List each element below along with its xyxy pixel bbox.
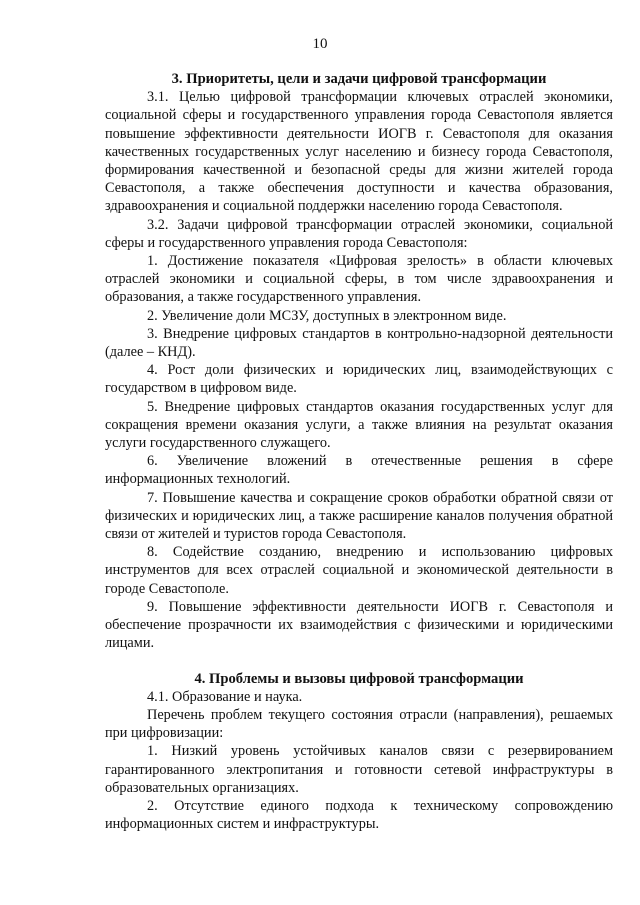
section-3-heading: 3. Приоритеты, цели и задачи цифровой трансформации bbox=[171, 71, 547, 87]
page-content bbox=[105, 60, 613, 833]
problem-item-1: 1. Низкий уровень устойчивых каналов связи с резервированием гарантированного электропитания и готовности сетевой инфраструктуры в образовательных организациях. bbox=[105, 743, 613, 796]
problem-item-2: 2. Отсутствие единого подхода к техническому сопровождению информационных систем и инфраструктуры. bbox=[105, 797, 613, 833]
paragraph-4-1: 4.1. Образование и наука. bbox=[147, 688, 303, 705]
task-item-6: 6. Увеличение вложений в отечественные решения в сфере информационных технологий. bbox=[105, 453, 613, 488]
task-item-4: 4. Рост доли физических и юридических лиц, взаимодействующих с государством в цифровом виде. bbox=[105, 362, 613, 397]
section-4-heading: 4. Проблемы и вызовы цифровой трансформации bbox=[194, 670, 524, 687]
task-item-1: 1. Достижение показателя «Цифровая зрелость» в области ключевых отраслей экономики и социальной сферы, в том числе здравоохранения и образования, а также государственного управления. bbox=[105, 253, 613, 306]
task-item-2: 2. Увеличение доли МСЗУ, доступных в электронном виде. bbox=[147, 307, 507, 324]
paragraph-3-1: 3.1. Целью цифровой трансформации ключевых отраслей экономики, социальной сферы и государственного управления города Севастополя является повышение эффективности деятельности ИОГВ г. Севастополя для оказания качественных государственных услуг населению и бизнесу города Севастополя, формирования качественной и безопасной среды для жизни жителей города Севастополя, а также обеспечения доступности и качества образования, здравоохранения и социальной поддержки населению города Севастополя. bbox=[105, 89, 613, 215]
task-item-7: 7. Повышение качества и сокращение сроков обработки обратной связи от физических и юридических лиц, а также расширение каналов получения обратной связи от жителей и туристов города Севастополя. bbox=[105, 489, 613, 543]
task-item-3: 3. Внедрение цифровых стандартов в контрольно-надзорной деятельности (далее – КНД). bbox=[105, 325, 613, 361]
task-item-5: 5. Внедрение цифровых стандартов оказания государственных услуг для сокращения времени оказания услуги, а также влияния на результат оказания услуги государственного служащего. bbox=[105, 398, 613, 452]
task-item-8: 8. Содействие созданию, внедрению и использованию цифровых инструментов для всех отраслей социальной и экономической деятельности в городе Севастополе. bbox=[105, 544, 613, 597]
problems-intro: Перечень проблем текущего состояния отрасли (направления), решаемых при цифровизации: bbox=[105, 706, 613, 742]
task-item-9: 9. Повышение эффективности деятельности ИОГВ г. Севастополя и обеспечение прозрачности их взаимодействия с физическими и юридическими лицами. bbox=[105, 598, 613, 652]
page-number: 10 bbox=[312, 36, 328, 52]
paragraph-3-2: 3.2. Задачи цифровой трансформации отраслей экономики, социальной сферы и государственного управления города Севастополя: bbox=[105, 216, 613, 251]
